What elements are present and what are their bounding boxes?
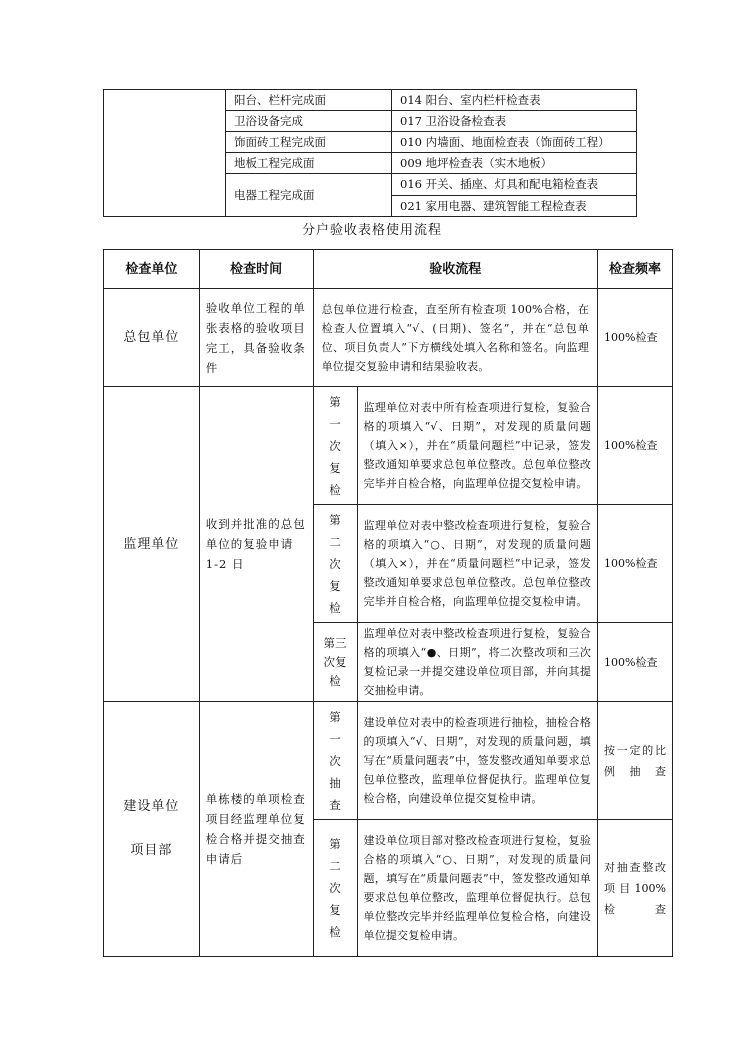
header-time: 检查时间 xyxy=(199,250,313,289)
stage-label xyxy=(313,623,357,702)
frequency: 按一定的比例抽查 xyxy=(598,702,673,820)
unit-owner-line1: 建设单位 xyxy=(123,799,180,814)
stage-label-text: 第二次复检 xyxy=(329,512,341,615)
completion-item: 地板工程完成面 xyxy=(226,153,392,174)
unit-owner xyxy=(104,702,200,957)
completion-item: 阳台、栏杆完成面 xyxy=(226,90,392,111)
table-row xyxy=(104,702,673,820)
stage-label-text: 第二次复检 xyxy=(329,837,341,939)
flow-text: 建设单位项目部对整改检查项进行复检，复验合格的项填入“○、日期”，对发现的质量问题，填写在“质量问题表”中，签发整改通知单要求总包单位整改，监理单位督促执行。总包单位整改完毕并经监理单位复检合格，向建设单位提交复检申请。 xyxy=(357,820,598,957)
form-name: 010 内墙面、地面检查表（饰面砖工程） xyxy=(392,132,637,153)
check-time: 单栋楼的单项检查项目经监理单位复检合格并提交抽查申请后 xyxy=(199,702,313,957)
stage-label-text: 第一次抽查 xyxy=(329,709,341,812)
unit-supervision: 监理单位 xyxy=(104,387,200,702)
table-row xyxy=(104,387,673,505)
form-name: 017 卫浴设备检查表 xyxy=(392,111,637,132)
frequency: 100%检查 xyxy=(598,505,673,623)
form-name: 014 阳台、室内栏杆检查表 xyxy=(392,90,637,111)
unit-general-contractor: 总包单位 xyxy=(104,289,200,387)
flow-text: 监理单位对表中整改检查项进行复检，复验合格的项填入“○、日期”，对发现的质量问题（填入×），并在“质量问题栏”中记录，签发整改通知单要求总包单位整改。总包单位整改完毕并自检合格，向监理单位提交复检申请。 xyxy=(357,505,598,623)
header-row xyxy=(104,250,673,289)
flow-text: 监理单位对表中所有检查项进行复检，复验合格的项填入“√、日期”，对发现的质量问题（填入×），并在“质量问题栏”中记录，签发整改通知单要求总包单位整改。总包单位整改完毕并自检合格，向监理单位提交复检申请。 xyxy=(357,387,598,505)
unit-owner-line2: 项目部 xyxy=(130,843,173,858)
flow-text: 建设单位对表中的检查项进行抽检，抽检合格的项填入“√、日期”，对发现的质量问题，填写在“质量问题表”中，签发整改通知单要求总包单位整改，监理单位督促执行。监理单位复检合格，向建设单位提交复检申请。 xyxy=(357,702,598,820)
flow-text: 监理单位对表中整改检查项进行复检，复验合格的项填入“●、日期”，将二次整改项和三次复检记录一并提交建设单位项目部，并向其提交抽检申请。 xyxy=(357,623,598,702)
stage-label-text: 第三次复检 xyxy=(323,635,347,688)
frequency: 100%检查 xyxy=(598,623,673,702)
form-mapping-table xyxy=(103,89,637,217)
frequency: 对抽查整改项目100%检查 xyxy=(598,820,673,957)
completion-item: 卫浴设备完成 xyxy=(226,111,392,132)
section-title: 分户验收表格使用流程 xyxy=(301,223,442,238)
completion-item: 电器工程完成面 xyxy=(226,174,392,217)
form-name: 016 开关、插座、灯具和配电箱检查表 xyxy=(392,174,637,196)
form-name: 009 地坪检查表（实木地板） xyxy=(392,153,637,174)
frequency: 100%检查 xyxy=(598,387,673,505)
form-name: 021 家用电器、建筑智能工程检查表 xyxy=(392,195,637,217)
table-row xyxy=(104,90,637,111)
stage-label xyxy=(313,702,357,820)
stage-label xyxy=(313,505,357,623)
check-time: 验收单位工程的单张表格的验收项目完工，具备验收条件 xyxy=(199,289,313,387)
flow-text: 总包单位进行检查，直至所有检查项 100%合格，在检查人位置填入“√、(日期)、签名”，并在“总包单位、项目负责人”下方横线处填入名称和签名。向监理单位提交复验申请和结果验收表。 xyxy=(313,289,597,387)
acceptance-flow-table xyxy=(103,249,673,957)
stage-label xyxy=(313,387,357,505)
header-unit: 检查单位 xyxy=(104,250,200,289)
header-frequency: 检查频率 xyxy=(598,250,673,289)
frequency: 100%检查 xyxy=(598,289,673,387)
check-time: 收到并批准的总包单位的复验申请 1-2 日 xyxy=(199,387,313,702)
table-row xyxy=(104,289,673,387)
stage-label-text: 第一次复检 xyxy=(329,394,341,497)
completion-item: 饰面砖工程完成面 xyxy=(226,132,392,153)
blank-cell xyxy=(104,90,226,217)
stage-label xyxy=(313,820,357,957)
header-flow: 验收流程 xyxy=(313,250,597,289)
